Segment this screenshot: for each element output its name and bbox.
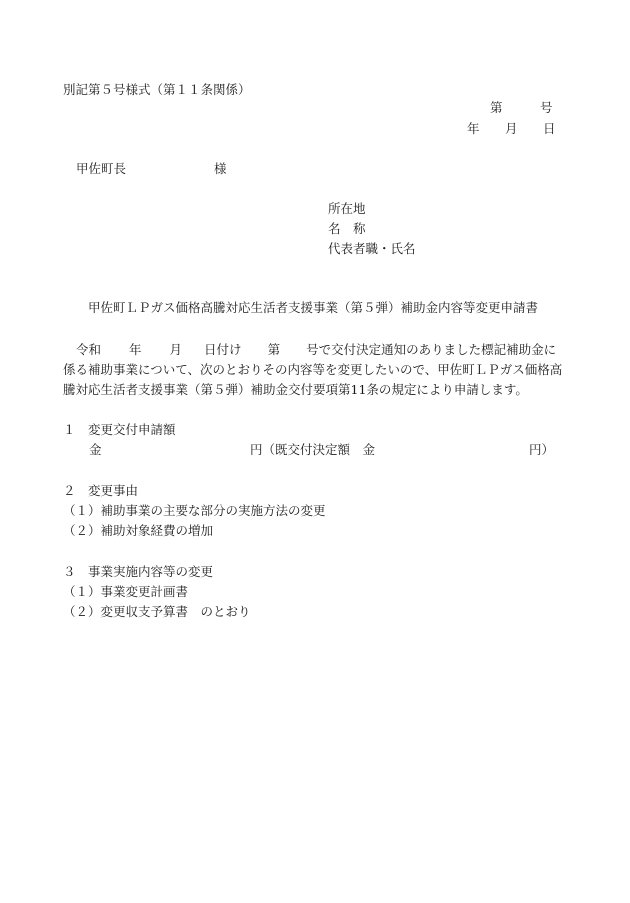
applicant-name-label: 名 称 (328, 221, 366, 236)
section-3-item-1: （１）事業変更計画書 (63, 584, 189, 599)
section-2-item-2: （２）補助対象経費の増加 (63, 523, 214, 538)
body-line-2: 係る補助事業について、次のとおりその内容等を変更したいので、甲佐町ＬＰガス価格高 (63, 362, 563, 377)
date-year: 年 (467, 121, 480, 136)
addressee-honorific: 様 (214, 161, 227, 176)
section-2-item-1: （１）補助事業の主要な部分の実施方法の変更 (63, 503, 326, 518)
body-month-unit: 月 (169, 342, 183, 357)
amount-close: 円） (529, 442, 555, 457)
applicant-address-label: 所在地 (328, 201, 366, 216)
body-line-3: 騰対応生活者支援事業（第５弾）補助金交付要項第11条の規定により申請します。 (63, 382, 528, 397)
document-number-prefix: 第 (490, 100, 503, 115)
section-1-heading: １ 変更交付申請額 (63, 422, 176, 437)
section-3-item-2: （２）変更収支予算書 のとおり (63, 604, 251, 619)
document-title: 甲佐町ＬＰガス価格高騰対応生活者支援事業（第５弾）補助金内容等変更申請書 (88, 300, 539, 315)
body-year-unit: 年 (129, 342, 142, 357)
body-line-1-rest: 号で交付決定通知のありました標記補助金に (306, 342, 557, 357)
section-2-heading: ２ 変更事由 (63, 483, 139, 498)
form-number: 別記第５号様式（第１１条関係） (63, 82, 251, 97)
body-day-unit: 日付け (204, 342, 242, 357)
date-day: 日 (543, 121, 556, 136)
date-month: 月 (505, 121, 518, 136)
addressee-title: 甲佐町長 (76, 161, 127, 176)
applicant-representative-label: 代表者職・氏名 (328, 241, 416, 256)
body-line-1 (76, 344, 556, 357)
amount-prefix: 金 (89, 442, 102, 457)
document-number-suffix: 号 (540, 100, 553, 115)
section-3-heading: ３ 事業実施内容等の変更 (63, 564, 214, 579)
amount-yen-previous: 円（既交付決定額 金 (250, 442, 376, 457)
body-era: 令和 (76, 342, 102, 357)
body-number-prefix: 第 (267, 342, 281, 357)
